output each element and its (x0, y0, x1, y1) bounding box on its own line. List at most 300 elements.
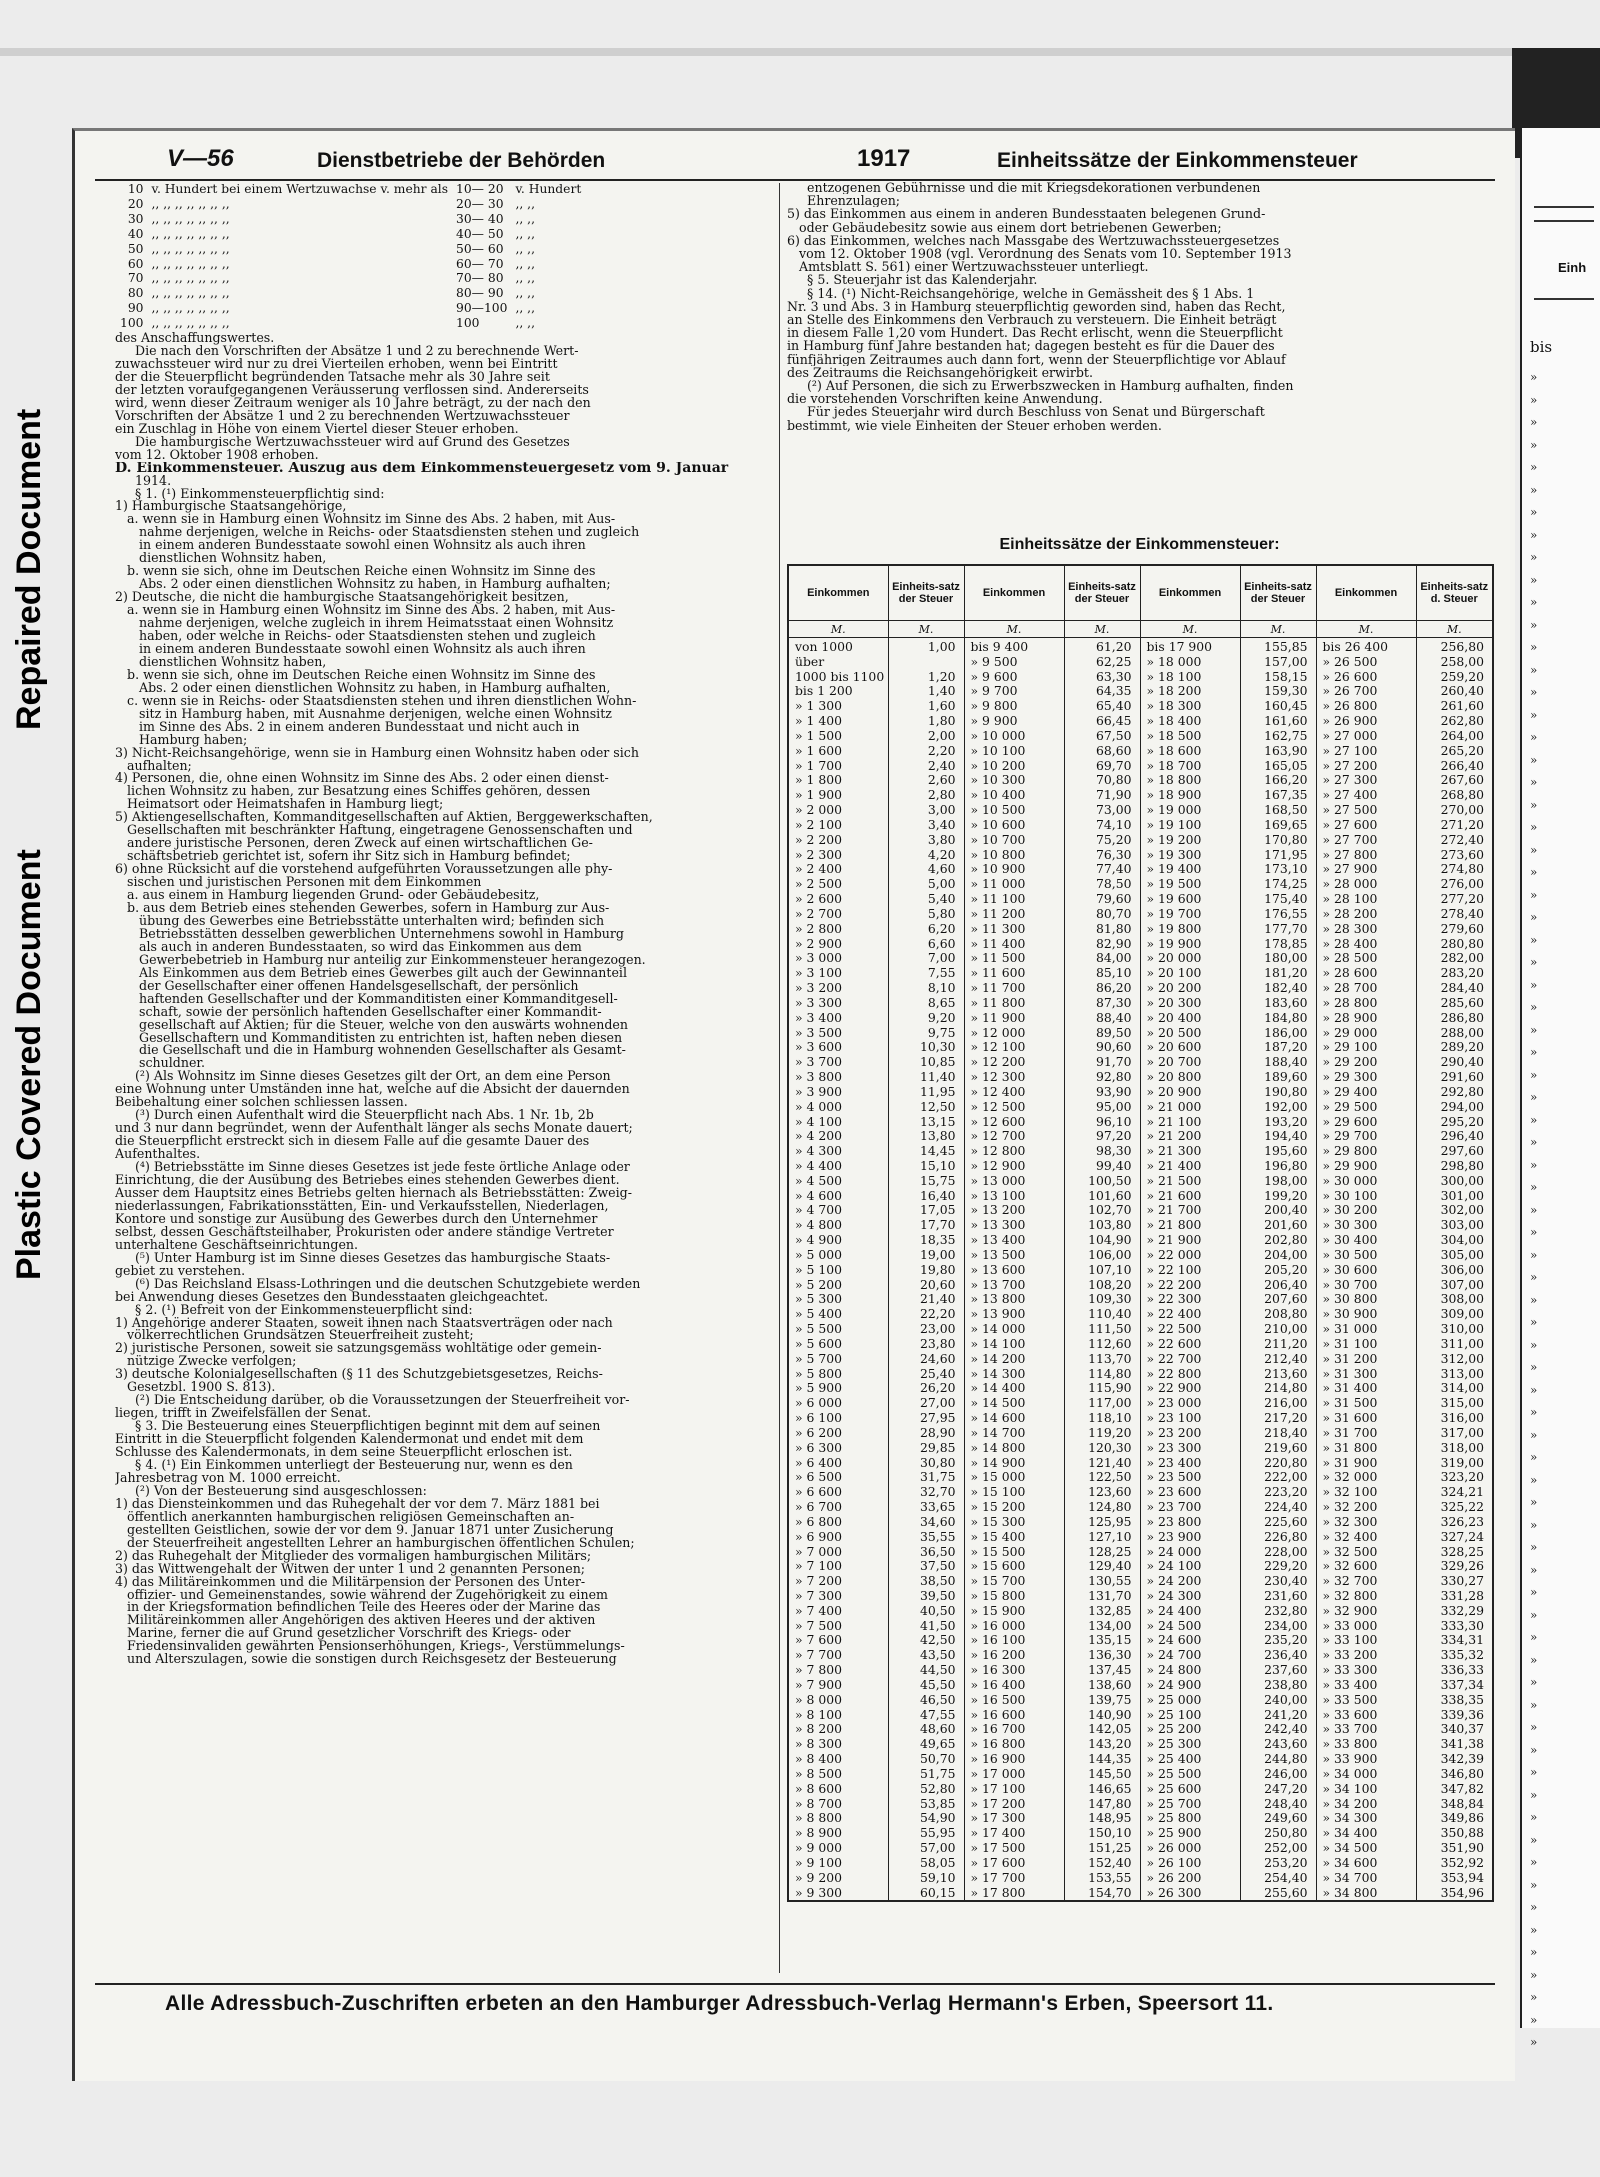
rate-cell: 252,00 (1264, 1841, 1308, 1856)
rate-cell: 142,05 (1088, 1722, 1132, 1737)
rate-cell: 341,38 (1440, 1737, 1484, 1752)
rate-cell: 2,00 (927, 728, 956, 743)
income-cell: » 6 400 (795, 1455, 842, 1470)
rate-cell: 22,20 (920, 1307, 956, 1322)
text-line: Friedensinvaliden gewährten Pensionserhöhungen, Kriegs-, Verstümmelungs- (115, 1640, 625, 1654)
text-line: Heimatsort oder Heimatshafen in Hamburg liegt; (115, 798, 444, 812)
text-line: § 3. Die Besteuerung eines Steuerpflichtigen beginnt mit dem auf seinen (115, 1420, 601, 1434)
rate-cell: 212,40 (1264, 1351, 1308, 1366)
income-cell: » 32 600 (1322, 1559, 1378, 1574)
income-cell: » 19 600 (1146, 892, 1202, 907)
rate-cell: 324,21 (1440, 1485, 1484, 1500)
income-cell: » 28 800 (1322, 995, 1378, 1010)
rate-cell: 2,80 (927, 788, 956, 803)
rate-cell: 302,00 (1440, 1203, 1484, 1218)
income-cell: » 9 000 (795, 1841, 842, 1856)
income-cell: » 23 800 (1146, 1514, 1202, 1529)
income-cell: » 34 100 (1322, 1781, 1378, 1796)
income-cell: » 1 900 (795, 788, 842, 803)
text-line: haben, oder welche in Reichs- oder Staatsdiensten stehen und zugleich (115, 629, 596, 643)
rate-cell: 98,30 (1096, 1144, 1132, 1159)
rate-cell: 295,20 (1440, 1114, 1484, 1129)
text-line: vom 12. Oktober 1908 erhoben. (115, 448, 319, 462)
rate-cell: 114,80 (1088, 1366, 1132, 1381)
income-cell: » 7 300 (795, 1589, 842, 1603)
text-line: wird, wenn dieser Zeitraum weniger als 10 Jahre beträgt, zu der nach den (115, 396, 591, 410)
text-line: § 14. (¹) Nicht-Reichsangehörige, welche in Gemässheit des § 1 Abs. 1 (787, 286, 1255, 300)
income-cell: » 22 000 (1146, 1247, 1202, 1262)
rate-cell: 3,40 (927, 817, 956, 832)
income-cell: » 7 800 (795, 1663, 842, 1678)
text-line: in diesem Falle 1,20 vom Hundert. Das Recht erlischt, wenn die Steuerpflicht (787, 326, 1283, 340)
rate-cell: 147,80 (1088, 1796, 1132, 1811)
income-cell: » 12 500 (970, 1099, 1026, 1114)
rate-cell: 3,80 (927, 832, 956, 847)
income-cell: » 26 200 (1146, 1870, 1202, 1885)
rate-cell: 123,60 (1088, 1485, 1132, 1500)
text-line: der Steuerfreiheit angestellten Lehrer an hamburgischen öffentlichen Schulen; (115, 1536, 635, 1550)
rate-cell: 71,90 (1096, 788, 1132, 803)
text-line: Amtsblatt S. 561) einer Wertzuwachssteuer unterliegt. (787, 260, 1149, 274)
income-cell: » 5 100 (795, 1262, 842, 1277)
text-line: an Stelle des Einkommens den Verbrauch zu versteuern. Die Einheit beträgt (787, 313, 1277, 327)
income-cell: » 16 100 (970, 1633, 1026, 1648)
income-cell: » 17 800 (970, 1885, 1026, 1900)
rate-cell: 7,55 (927, 966, 956, 981)
income-cell: » 29 500 (1322, 1099, 1378, 1114)
text-line: Abs. 2 oder einen dienstlichen Wohnsitz zu haben, in Hamburg aufhalten, (115, 681, 611, 695)
text-line: aufhalten; (115, 759, 192, 773)
unit-label: M. (964, 621, 1064, 638)
rate-cell: 240,00 (1264, 1692, 1308, 1707)
text-line: öffentlich anerkannten hamburgischen religiösen Gemeinschaften an- (115, 1510, 575, 1524)
income-cell: » 34 700 (1322, 1870, 1378, 1885)
income-column (964, 638, 1064, 1902)
text-line: und Alterszulagen, sowie die sonstigen durch Reichsgesetz der Besteuerung (115, 1653, 617, 1667)
rate-cell: 18,35 (920, 1233, 956, 1248)
rate-cell: 304,00 (1440, 1233, 1484, 1248)
income-cell: » 30 600 (1322, 1262, 1378, 1277)
rate-cell: 80 (127, 286, 144, 301)
rate-cell: 231,60 (1264, 1589, 1308, 1603)
rate-cell: 254,40 (1264, 1870, 1308, 1885)
rate-cell: 99,40 (1096, 1158, 1132, 1173)
text-line: Gesellschaften mit beschränkter Haftung, eingetragene Genossenschaften und (115, 824, 633, 838)
income-cell: » 33 600 (1322, 1707, 1378, 1722)
income-cell: » 8 100 (795, 1707, 842, 1722)
income-cell: bis 1 200 (795, 684, 853, 699)
rate-cell: 4,60 (927, 862, 956, 877)
rate-cell: 107,10 (1088, 1262, 1132, 1277)
rate-cell: 30 (127, 211, 144, 226)
rate-cell: 86,20 (1096, 981, 1132, 996)
text-line: nützige Zwecke verfolgen; (115, 1355, 297, 1369)
rate-cell: 198,00 (1264, 1173, 1308, 1188)
income-cell: » 16 200 (970, 1648, 1026, 1663)
rate-cell: 2,20 (927, 743, 956, 758)
footer-rule (95, 1983, 1495, 1985)
text-line: a. wenn sie in Hamburg einen Wohnsitz im Sinne des Abs. 2 haben, mit Aus- (115, 604, 616, 618)
income-cell: » 20 100 (1146, 966, 1202, 981)
rate-cell: 336,33 (1440, 1663, 1484, 1678)
income-cell: » 14 500 (970, 1396, 1026, 1411)
rate-cell: 100 (456, 316, 480, 331)
rate-row (117, 243, 584, 256)
unit-label: M. (788, 621, 888, 638)
text-line: 5) das Einkommen aus einem in anderen Bundesstaaten belegenen Grund- (787, 207, 1266, 221)
text-line: die Gesellschaft und die in Hamburg wohnenden Gesellschafter als Gesamt- (115, 1044, 626, 1058)
rate-cell: 289,20 (1440, 1040, 1484, 1055)
income-cell: » 27 400 (1322, 788, 1378, 803)
rate-cell: 205,20 (1264, 1262, 1308, 1277)
tax-table-body (788, 638, 1493, 1902)
income-cell: » 16 600 (970, 1707, 1026, 1722)
text-line: nahme derjenigen, welche in Reichs- oder Staatsdiensten stehen und zugleich (115, 526, 640, 540)
rate-cell: ,, ,, ,, ,, ,, ,, ,, (151, 241, 230, 256)
rate-cell: 124,80 (1088, 1500, 1132, 1515)
income-cell: » 8 300 (795, 1737, 842, 1752)
rate-cell: 140,90 (1088, 1707, 1132, 1722)
text-line: offizier- und Gemeinenstandes, sowie während der Zugehörigkeit zu einem (115, 1588, 608, 1602)
income-cell: » 4 000 (795, 1099, 842, 1114)
rate-cell: 106,00 (1088, 1247, 1132, 1262)
income-cell: » 16 700 (970, 1722, 1026, 1737)
rate-cell: 234,00 (1264, 1618, 1308, 1633)
rate-cell: 335,32 (1440, 1648, 1484, 1663)
rate-cell: 11,95 (920, 1084, 956, 1099)
rate-cell: 270,00 (1440, 803, 1484, 818)
income-cell: » 24 100 (1146, 1559, 1202, 1574)
rate-cell: 199,20 (1264, 1188, 1308, 1203)
rate-cell: 171,95 (1264, 847, 1308, 862)
rate-cell: 177,70 (1264, 921, 1308, 936)
income-cell: » 4 900 (795, 1233, 842, 1248)
rate-cell: 55,95 (920, 1826, 956, 1841)
rate-cell: 349,86 (1440, 1811, 1484, 1826)
income-cell: » 9 800 (970, 699, 1018, 714)
text-line: dienstlichen Wohnsitz haben, (115, 655, 327, 669)
text-line: 1) Angehörige anderer Staaten, soweit ihnen nach Staatsverträgen oder nach (115, 1316, 613, 1330)
income-cell: » 27 500 (1322, 803, 1378, 818)
income-cell: » 17 400 (970, 1826, 1026, 1841)
rate-cell: 303,00 (1440, 1218, 1484, 1233)
rate-cell: 213,60 (1264, 1366, 1308, 1381)
income-cell: » 11 900 (970, 1010, 1026, 1025)
rate-cell: ,, ,, (515, 301, 535, 316)
rate-cell: 181,20 (1264, 966, 1308, 981)
rate-cell: ,, ,, ,, ,, ,, ,, ,, (151, 256, 230, 271)
col-header-rate: Einheits-satz der Steuer (1240, 565, 1316, 621)
income-cell: » 8 000 (795, 1692, 842, 1707)
text-line: liegen, trifft in Zweifelsfällen der Senat. (115, 1407, 372, 1421)
rate-cell (891, 655, 962, 670)
rate-cell: 342,39 (1440, 1752, 1484, 1767)
income-cell: » 5 800 (795, 1366, 842, 1381)
rate-cell: 280,80 (1440, 936, 1484, 951)
income-cell: » 8 900 (795, 1826, 842, 1841)
income-cell: » 13 300 (970, 1218, 1026, 1233)
rate-cell: 193,20 (1264, 1114, 1308, 1129)
rate-cell: 80— 90 (456, 286, 504, 301)
strip-rule (1534, 298, 1594, 300)
rate-cell: 25,40 (920, 1366, 956, 1381)
income-cell: » 29 800 (1322, 1144, 1378, 1159)
income-cell: » 22 500 (1146, 1322, 1202, 1337)
tax-table-title: Einheitssätze der Einkommensteuer: (999, 536, 1280, 553)
rate-cell: 15,75 (920, 1173, 956, 1188)
rate-cell: 12,50 (920, 1099, 956, 1114)
income-cell: » 11 700 (970, 981, 1026, 996)
left-column (115, 181, 771, 1666)
income-cell: bis 9 400 (970, 640, 1029, 654)
text-line: b. wenn sie sich, ohne im Deutschen Reiche einen Wohnsitz im Sinne des (115, 668, 596, 682)
income-cell: » 9 100 (795, 1855, 842, 1870)
rate-cell: 35,55 (920, 1529, 956, 1544)
income-cell: » 31 400 (1322, 1381, 1378, 1396)
income-cell: » 26 500 (1322, 654, 1378, 669)
text-line: Hamburg haben; (115, 733, 248, 747)
rate-cell: ,, ,, ,, ,, ,, ,, ,, (151, 316, 230, 331)
income-cell: » 33 100 (1322, 1633, 1378, 1648)
income-cell: » 19 200 (1146, 832, 1202, 847)
rate-cell: 196,80 (1264, 1158, 1308, 1173)
rate-cell: 30,80 (920, 1455, 956, 1470)
income-cell: » 12 400 (970, 1084, 1026, 1099)
income-cell: » 32 400 (1322, 1529, 1378, 1544)
text-line: a. wenn sie in Hamburg einen Wohnsitz im Sinne des Abs. 2 haben, mit Aus- (115, 513, 616, 527)
income-cell: » 22 600 (1146, 1336, 1202, 1351)
income-cell: » 9 700 (970, 684, 1018, 699)
rate-cell: 69,70 (1096, 758, 1132, 773)
rate-cell: 330,27 (1440, 1574, 1484, 1589)
rate-cell: 117,00 (1088, 1396, 1132, 1411)
rate-cell: 108,20 (1088, 1277, 1132, 1292)
income-cell: » 6 200 (795, 1425, 842, 1440)
income-cell: » 17 000 (970, 1766, 1026, 1781)
rate-row (117, 317, 584, 330)
rate-cell: 228,00 (1264, 1544, 1308, 1559)
income-cell: » 13 900 (970, 1307, 1026, 1322)
income-cell: » 15 100 (970, 1485, 1026, 1500)
text-line: gesellschaft auf Aktien; für die Steuer, welche von den auswärts wohnenden (115, 1018, 628, 1032)
income-cell: » 17 200 (970, 1796, 1026, 1811)
rate-cell: 292,80 (1440, 1084, 1484, 1099)
text-line: der Gesellschafter einer offenen Handelsgesellschaft, der persönlich (115, 979, 579, 993)
text-line: D. Einkommensteuer. Auszug aus dem Einkommensteuergesetz vom 9. Januar (115, 461, 729, 475)
income-cell: » 7 500 (795, 1618, 842, 1633)
rate-cell: 58,05 (920, 1855, 956, 1870)
text-line: Marine, ferner die auf Grund gesetzlicher Vorschrift des Kriegs- oder (115, 1627, 571, 1641)
rate-cell: 327,24 (1440, 1529, 1484, 1544)
income-cell: » 25 000 (1146, 1692, 1202, 1707)
income-cell: » 16 000 (970, 1618, 1026, 1633)
rate-cell: 74,10 (1096, 817, 1132, 832)
income-cell: » 31 700 (1322, 1425, 1378, 1440)
rate-cell: 11,40 (920, 1070, 956, 1085)
rate-cell: 59,10 (920, 1870, 956, 1885)
rate-cell: 1,20 (927, 669, 956, 684)
rate-cell: 217,20 (1264, 1411, 1308, 1426)
rate-cell: 266,40 (1440, 758, 1484, 773)
rate-cell: 312,00 (1440, 1351, 1484, 1366)
rate-cell: 244,80 (1264, 1752, 1308, 1767)
income-cell: » 10 500 (970, 803, 1026, 818)
unit-label: M. (1064, 621, 1140, 638)
rate-cell: 39,50 (920, 1589, 956, 1603)
rate-cell: 19,00 (920, 1247, 956, 1262)
income-cell: » 30 300 (1322, 1218, 1378, 1233)
text-line: Aufenthaltes. (115, 1148, 201, 1162)
income-cell: » 2 600 (795, 892, 842, 907)
rate-cell: 2,40 (927, 758, 956, 773)
rate-cell: ,, ,, ,, ,, ,, ,, ,, (151, 196, 230, 211)
rate-cell: 351,90 (1440, 1841, 1484, 1856)
income-cell: » 24 000 (1146, 1544, 1202, 1559)
income-cell: » 21 300 (1146, 1144, 1202, 1159)
text-line: (⁴) Betriebsstätte im Sinne dieses Gesetzes ist jede feste örtliche Anlage oder (115, 1161, 630, 1175)
income-cell: » 15 500 (970, 1544, 1026, 1559)
rate-cell: 49,65 (920, 1737, 956, 1752)
rate-cell: 204,00 (1264, 1247, 1308, 1262)
income-cell: » 24 300 (1146, 1589, 1202, 1603)
text-line: des Anschaffungswertes. (115, 332, 275, 346)
income-cell: » 31 600 (1322, 1411, 1378, 1426)
income-cell: » 18 200 (1146, 684, 1202, 699)
rate-cell: ,, ,, (515, 211, 535, 226)
rate-cell: 273,60 (1440, 847, 1484, 862)
income-cell: » 3 900 (795, 1084, 842, 1099)
rate-cell: 112,60 (1088, 1336, 1132, 1351)
rate-cell: 319,00 (1440, 1455, 1484, 1470)
income-cell: » 25 300 (1146, 1737, 1202, 1752)
rate-cell: ,, ,, (515, 226, 535, 241)
income-cell: » 23 700 (1146, 1500, 1202, 1515)
income-cell: » 21 200 (1146, 1129, 1202, 1144)
income-cell: » 16 800 (970, 1737, 1026, 1752)
rate-cell: 163,90 (1264, 743, 1308, 758)
income-cell: » 9 500 (970, 654, 1018, 669)
income-cell: » 2 400 (795, 862, 842, 877)
rate-row (117, 302, 584, 315)
income-cell: » 19 300 (1146, 847, 1202, 862)
text-line: 2) Deutsche, die nicht die hamburgische Staatsangehörigkeit besitzen, (115, 591, 569, 605)
text-line: Nr. 3 und Abs. 3 in Hamburg steuerpflichtig geworden sind, haben das Recht, (787, 299, 1286, 314)
rate-cell: 90—100 (456, 301, 508, 316)
rate-cell: 186,00 (1264, 1025, 1308, 1040)
rate-cell: 192,00 (1264, 1099, 1308, 1114)
income-cell: » 27 300 (1322, 773, 1378, 788)
text-line: Gesetzbl. 1900 S. 813). (115, 1381, 276, 1395)
income-cell: » 34 000 (1322, 1766, 1378, 1781)
text-line: in einem anderen Bundesstaate sowohl einen Wohnsitz als auch ihren (115, 642, 586, 656)
text-line: in der Kriegsformation befindlichen Teile des Heeres oder der Marine das (115, 1601, 601, 1615)
text-line: a. aus einem in Hamburg liegenden Grund- oder Gebäudebesitz, (115, 889, 540, 902)
text-line: Die hamburgische Wertzuwachssteuer wird auf Grund des Gesetzes (115, 435, 570, 449)
rate-cell: 44,50 (920, 1663, 956, 1678)
rate-cell: 267,60 (1440, 773, 1484, 788)
rate-cell: 166,20 (1264, 773, 1308, 788)
income-cell: » 26 900 (1322, 714, 1378, 729)
income-cell: » 27 100 (1322, 743, 1378, 758)
income-cell: » 7 900 (795, 1677, 842, 1692)
text-line: des Zeitraums die Reichsangehörigkeit erwirbt. (787, 365, 1093, 380)
income-cell: » 15 800 (970, 1589, 1026, 1603)
income-cell: » 11 100 (970, 892, 1026, 907)
income-cell: » 4 400 (795, 1158, 842, 1173)
income-cell: » 14 800 (970, 1440, 1026, 1455)
text-line: nahme derjenigen, welche zugleich in ihrem Heimatsstaat einen Wohnsitz (115, 617, 614, 630)
income-cell: » 5 900 (795, 1381, 842, 1396)
text-line: (²) Von der Besteuerung sind ausgeschlossen: (115, 1484, 427, 1498)
income-cell: » 33 700 (1322, 1722, 1378, 1737)
rate-cell: 113,70 (1088, 1351, 1132, 1366)
col-header-rate: Einheits-satz d. Steuer (1416, 565, 1493, 621)
text-line: der letzten voraufgegangenen Veräusserung verflossen sind. Andererseits (115, 383, 589, 397)
rate-cell: 27,95 (920, 1411, 956, 1426)
rate-cell: 91,70 (1096, 1055, 1132, 1070)
rate-cell: 182,40 (1264, 981, 1308, 996)
rate-cell: 250,80 (1264, 1826, 1308, 1841)
income-cell: » 29 700 (1322, 1129, 1378, 1144)
rate-cell: 60,15 (920, 1885, 956, 1900)
rate-cell: 93,90 (1096, 1084, 1132, 1099)
rate-cell: 40 (127, 226, 144, 241)
income-cell: » 13 800 (970, 1292, 1026, 1307)
rate-cell: 298,80 (1440, 1158, 1484, 1173)
rate-cell: 45,50 (920, 1677, 956, 1692)
income-cell: » 7 200 (795, 1574, 842, 1589)
text-line: Ehrenzulagen; (787, 194, 901, 208)
income-cell: » 16 500 (970, 1692, 1026, 1707)
income-column (1140, 638, 1240, 1902)
income-cell: » 15 700 (970, 1574, 1026, 1589)
page-number: V—56 (167, 145, 234, 172)
income-cell: » 18 300 (1146, 699, 1202, 714)
income-cell: » 30 400 (1322, 1233, 1378, 1248)
text-line: schaft, sowie der persönlich haftenden Gesellschafter einer Kommandit- (115, 1005, 602, 1019)
income-cell: » 1 500 (795, 728, 842, 743)
income-cell: » 8 600 (795, 1781, 842, 1796)
income-cell: » 5 400 (795, 1307, 842, 1322)
rate-cell: 101,60 (1088, 1188, 1132, 1203)
text-line: Militäreinkommen aller Angehörigen des aktiven Heeres und der aktiven (115, 1614, 596, 1628)
rate-cell: 332,29 (1440, 1603, 1484, 1618)
income-cell: » 23 300 (1146, 1440, 1202, 1455)
rate-cell: 224,40 (1264, 1500, 1308, 1515)
income-cell: » 22 200 (1146, 1277, 1202, 1292)
income-cell: » 20 300 (1146, 995, 1202, 1010)
rate-row (117, 272, 584, 285)
rate-cell: 82,90 (1096, 936, 1132, 951)
income-cell: » 10 700 (970, 832, 1026, 847)
rate-column (1416, 638, 1493, 1902)
text-line: Vorschriften der Absätze 1 und 2 zu berechnenden Wertzuwachssteuer (115, 409, 570, 423)
rate-cell: 28,90 (920, 1425, 956, 1440)
income-cell: » 29 600 (1322, 1114, 1378, 1129)
income-cell: » 15 000 (970, 1470, 1026, 1485)
income-cell: » 28 400 (1322, 936, 1378, 951)
income-cell: » 11 000 (970, 877, 1026, 892)
income-cell: » 23 200 (1146, 1425, 1202, 1440)
rate-cell: 43,50 (920, 1648, 956, 1663)
text-line: (²) Die Entscheidung darüber, ob die Voraussetzungen der Steuerfreiheit vor- (115, 1394, 630, 1408)
rate-cell: 329,26 (1440, 1559, 1484, 1574)
income-cell: » 10 800 (970, 847, 1026, 862)
rate-cell: 125,95 (1088, 1514, 1132, 1529)
income-cell: » 6 700 (795, 1500, 842, 1515)
text-line: bei Anwendung dieses Gesetzes den Bundesstaaten gleichgeachtet. (115, 1290, 549, 1304)
col-header-rate: Einheits-satz der Steuer (1064, 565, 1140, 621)
